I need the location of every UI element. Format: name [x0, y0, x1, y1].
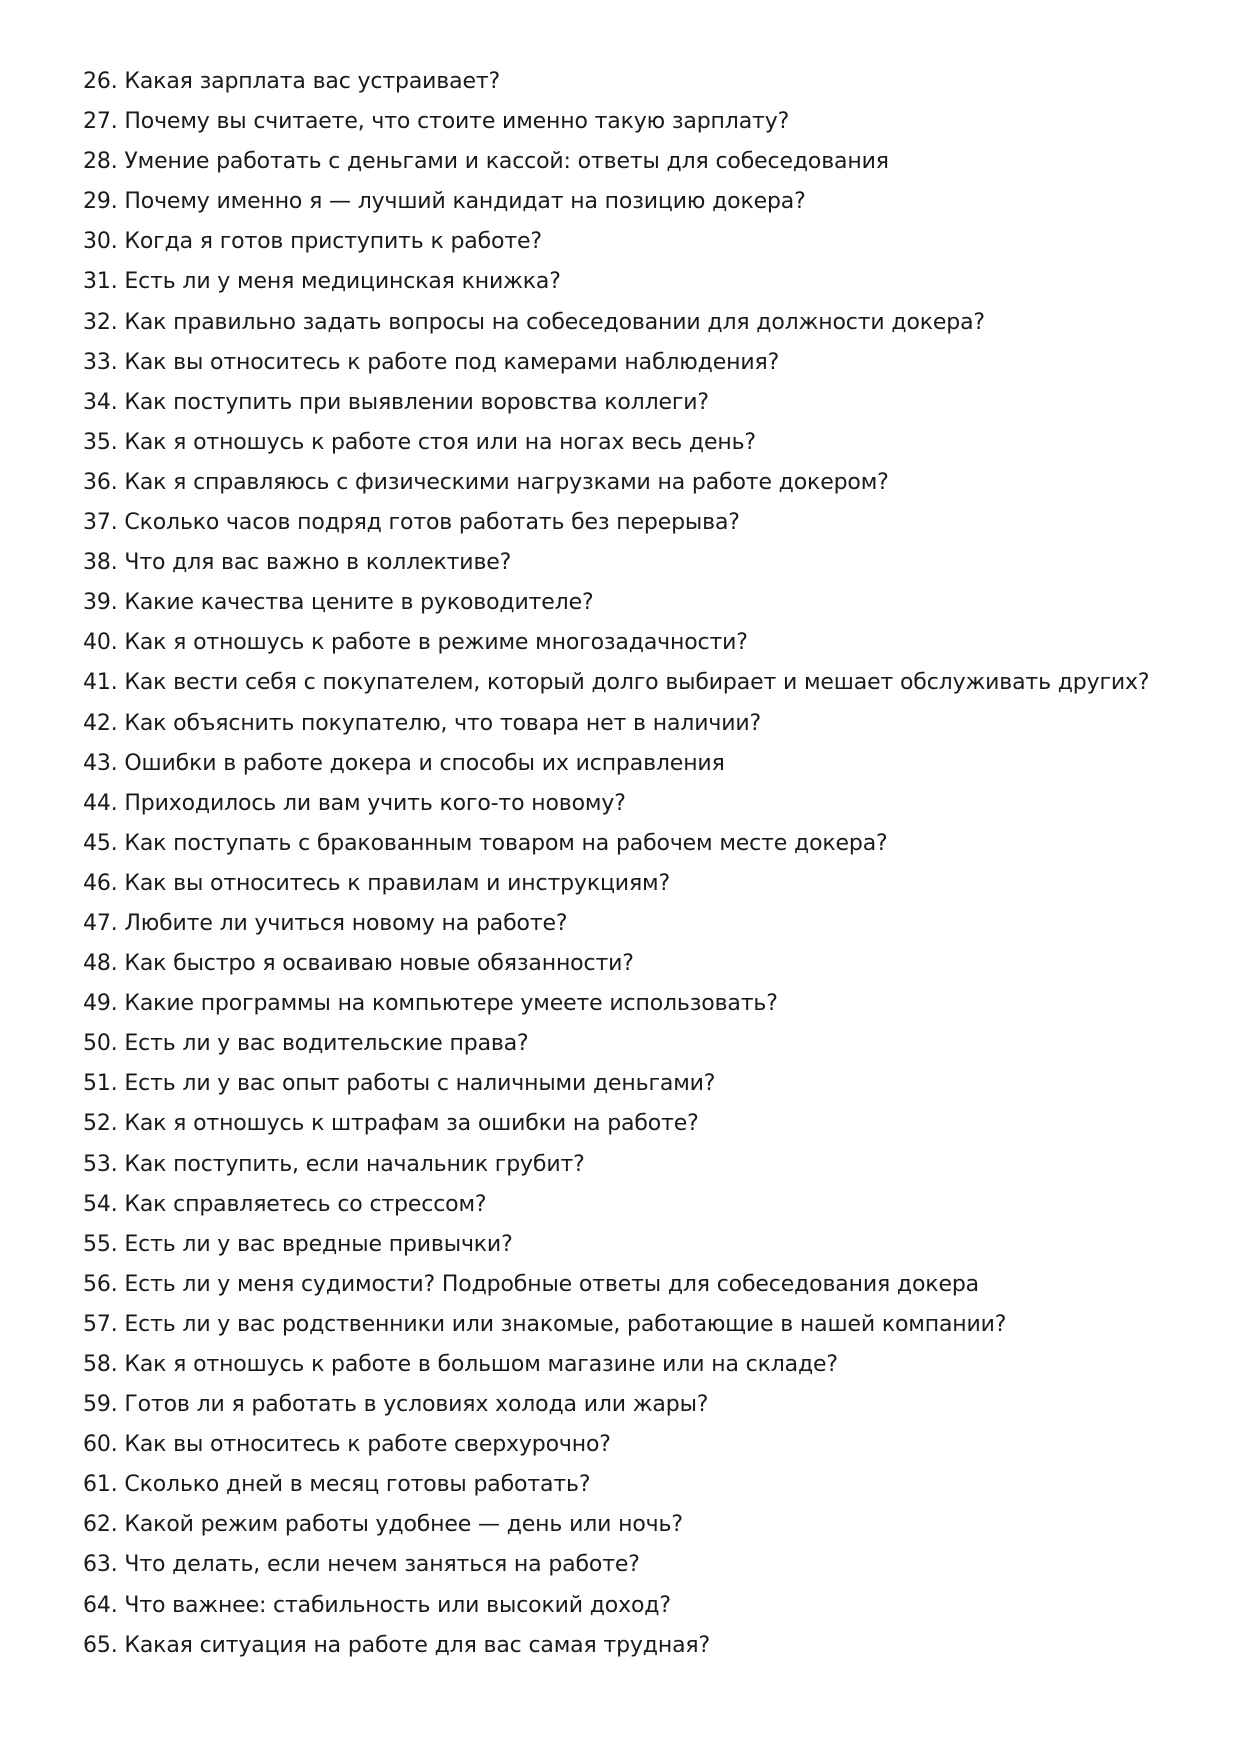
question-item: 31. Есть ли у меня медицинская книжка? — [83, 269, 561, 295]
question-item: 43. Ошибки в работе докера и способы их исправления — [83, 750, 725, 776]
question-item: 50. Есть ли у вас водительские права? — [83, 1031, 529, 1057]
question-item: 61. Сколько дней в месяц готовы работать? — [83, 1472, 591, 1498]
question-item: 42. Как объяснить покупателю, что товара нет в наличии? — [83, 710, 762, 736]
question-item: 44. Приходилось ли вам учить кого-то новому? — [83, 790, 626, 816]
question-item: 58. Как я отношусь к работе в большом магазине или на складе? — [83, 1352, 838, 1377]
question-item: 38. Что для вас важно в коллективе? — [83, 550, 512, 576]
question-item: 47. Любите ли учиться новому на работе? — [83, 910, 568, 936]
question-item: 53. Как поступить, если начальник грубит? — [83, 1151, 585, 1177]
question-item: 28. Умение работать с деньгами и кассой: ответы для собеседования — [83, 149, 889, 175]
question-item: 49. Какие программы на компьютере умеете использовать? — [83, 991, 778, 1017]
question-item: 36. Как я справляюсь с физическими нагрузками на работе докером? — [83, 469, 889, 495]
question-item: 26. Какая зарплата вас устраивает? — [83, 69, 501, 94]
question-item: 46. Как вы относитесь к правилам и инструкциям? — [83, 870, 671, 896]
question-item: 41. Как вести себя с покупателем, который долго выбирает и мешает обслуживать других? — [83, 670, 1150, 696]
question-item: 27. Почему вы считаете, что стоите именно такую зарплату? — [83, 109, 790, 135]
question-item: 59. Готов ли я работать в условиях холода или жары? — [83, 1392, 709, 1418]
question-item: 32. Как правильно задать вопросы на собеседовании для должности докера? — [83, 309, 985, 335]
question-item: 56. Есть ли у меня судимости? Подробные ответы для собеседования докера — [83, 1271, 979, 1297]
question-item: 39. Какие качества цените в руководителе? — [83, 590, 594, 616]
question-item: 30. Когда я готов приступить к работе? — [83, 229, 542, 255]
question-item: 33. Как вы относитесь к работе под камерами наблюдения? — [83, 349, 780, 375]
question-item: 64. Что важнее: стабильность или высокий доход? — [83, 1592, 671, 1618]
question-list — [83, 62, 1183, 1666]
question-item: 45. Как поступать с бракованным товаром на рабочем месте докера? — [83, 830, 888, 856]
question-item: 54. Как справляетесь со стрессом? — [83, 1191, 487, 1217]
question-item: 60. Как вы относитесь к работе сверхурочно? — [83, 1432, 611, 1458]
question-item: 35. Как я отношусь к работе стоя или на ногах весь день? — [83, 429, 756, 455]
question-item: 34. Как поступить при выявлении воровства коллеги? — [83, 389, 709, 415]
question-item: 37. Сколько часов подряд готов работать без перерыва? — [83, 510, 740, 536]
question-item: 52. Как я отношусь к штрафам за ошибки на работе? — [83, 1111, 699, 1137]
question-item: 51. Есть ли у вас опыт работы с наличными деньгами? — [83, 1071, 716, 1097]
question-item: 29. Почему именно я — лучший кандидат на позицию докера? — [83, 189, 806, 215]
question-item: 57. Есть ли у вас родственники или знакомые, работающие в нашей компании? — [83, 1311, 1007, 1337]
question-item: 48. Как быстро я осваиваю новые обязанности? — [83, 951, 634, 977]
question-item: 40. Как я отношусь к работе в режиме многозадачности? — [83, 630, 748, 656]
question-item: 65. Какая ситуация на работе для вас самая трудная? — [83, 1632, 711, 1658]
question-item: 62. Какой режим работы удобнее — день или ночь? — [83, 1512, 683, 1538]
question-item: 63. Что делать, если нечем заняться на работе? — [83, 1552, 640, 1578]
question-item: 55. Есть ли у вас вредные привычки? — [83, 1231, 513, 1257]
